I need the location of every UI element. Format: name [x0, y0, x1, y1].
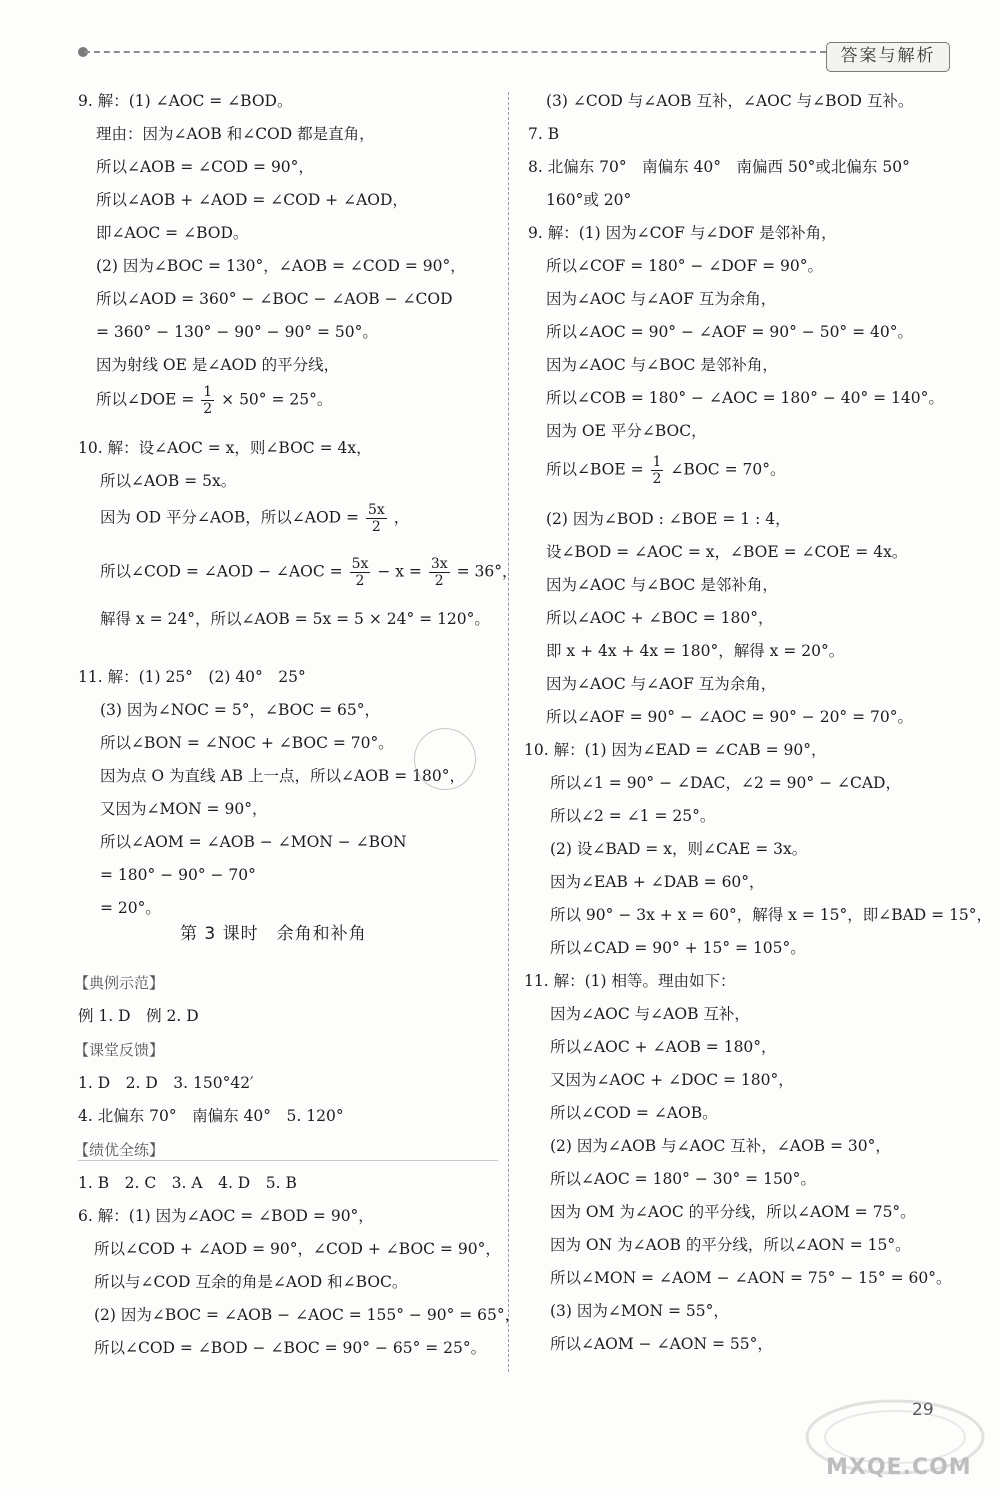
denominator: 2 — [355, 573, 365, 589]
rq9-line-7: 因为 OE 平分∠BOC， — [546, 422, 707, 440]
rq9-line-5: 因为∠AOC 与∠BOC 是邻补角， — [546, 356, 778, 374]
fraction — [429, 556, 450, 589]
faint-rule — [78, 1160, 498, 1161]
rq9-line-3: 因为∠AOC 与∠AOF 互为余角， — [546, 290, 777, 308]
q9-l10-a: 所以∠DOE = — [96, 390, 195, 409]
rq11-line-10: 所以∠MON = ∠AOM − ∠AON = 75° − 15° = 60°。 — [550, 1269, 952, 1287]
label-practice: 【绩优全练】 — [74, 1141, 165, 1159]
rq9-line-12: 所以∠AOC + ∠BOC = 180°， — [546, 609, 774, 627]
q11-line-1: 11. 解：(1) 25° (2) 40° 25° — [78, 668, 306, 686]
q7-answer: 7. B — [528, 125, 560, 143]
q9-line-7: 所以∠AOD = 360° − ∠BOC − ∠AOB − ∠COD — [96, 290, 453, 308]
q10-line-2: 所以∠AOB = 5x。 — [100, 472, 237, 490]
q11-line-3: 所以∠BON = ∠NOC + ∠BOC = 70°。 — [100, 734, 394, 752]
numerator: 5x — [351, 556, 369, 572]
rq9-line-2: 所以∠COF = 180° − ∠DOF = 90°。 — [546, 257, 824, 275]
rq9-l8-b: ∠BOC = 70°。 — [670, 460, 786, 479]
rq11-line-6: (2) 因为∠AOB 与∠AOC 互补，∠AOB = 30°， — [550, 1137, 891, 1155]
q10-line-4 — [100, 556, 518, 589]
q9-line-9: 因为射线 OE 是∠AOD 的平分线， — [96, 356, 340, 374]
rq9-line-14: 因为∠AOC 与∠AOF 互为余角， — [546, 675, 777, 693]
section-title: 第 3 课时 余角和补角 — [180, 924, 367, 944]
denominator: 2 — [371, 519, 381, 535]
q9-line-6: (2) 因为∠BOC = 130°，∠AOB = ∠COD = 90°， — [96, 257, 466, 275]
rq11-line-7: 所以∠AOC = 180° − 30° = 150°。 — [550, 1170, 816, 1188]
q10-l3-b: ， — [393, 508, 410, 527]
q9-l10-b: × 50° = 25°。 — [221, 390, 333, 409]
q9-line-2: 理由：因为∠AOB 和∠COD 都是直角， — [96, 125, 375, 143]
rq10-line-5: 因为∠EAB + ∠DAB = 60°， — [550, 873, 765, 891]
practice-answers: 1. B 2. C 3. A 4. D 5. B — [78, 1174, 297, 1192]
r-line-1: (3) ∠COD 与∠AOB 互补，∠AOC 与∠BOD 互补。 — [546, 92, 914, 110]
q11-line-4: 因为点 O 为直线 AB 上一点，所以∠AOB = 180°， — [100, 767, 465, 785]
q10-l4-b: = 36°， — [456, 562, 518, 581]
numerator: 1 — [652, 454, 662, 470]
q10-line-1: 10. 解：设∠AOC = x，则∠BOC = 4x， — [78, 439, 372, 457]
fraction — [350, 556, 371, 589]
rq9-line-9: (2) 因为∠BOD : ∠BOE = 1 : 4， — [546, 510, 791, 528]
q9-line-4: 所以∠AOB + ∠AOD = ∠COD + ∠AOD， — [96, 191, 408, 209]
q11-line-8: = 20°。 — [100, 899, 161, 917]
rq11-line-2: 因为∠AOC 与∠AOB 互补， — [550, 1005, 750, 1023]
q6-line-1: 6. 解：(1) 因为∠AOC = ∠BOD = 90°， — [78, 1207, 374, 1225]
q10-line-5: 解得 x = 24°，所以∠AOB = 5x = 5 × 24° = 120°。 — [100, 610, 490, 628]
rq9-line-8 — [546, 454, 785, 487]
page-number: 29 — [912, 1400, 934, 1420]
q8-line-1: 8. 北偏东 70° 南偏东 40° 南偏西 50°或北偏东 50° — [528, 158, 910, 176]
numerator: 5x — [367, 502, 385, 518]
rq9-line-13: 即 x + 4x + 4x = 180°，解得 x = 20°。 — [546, 642, 845, 660]
header-tag: 答案与解析 — [826, 42, 950, 72]
q6-line-2: 所以∠COD + ∠AOD = 90°，∠COD + ∠BOC = 90°， — [94, 1240, 501, 1258]
q6-line-5: 所以∠COD = ∠BOD − ∠BOC = 90° − 65° = 25°。 — [94, 1339, 487, 1357]
rq9-line-1: 9. 解：(1) 因为∠COF 与∠DOF 是邻补角， — [528, 224, 837, 242]
rq10-line-6: 所以 90° − 3x + x = 60°，解得 x = 15°，即∠BAD = 15°， — [550, 906, 993, 924]
rq9-l8-a: 所以∠BOE = — [546, 460, 644, 479]
rq10-line-1: 10. 解：(1) 因为∠EAD = ∠CAB = 90°， — [524, 741, 827, 759]
rq10-line-3: 所以∠2 = ∠1 = 25°。 — [550, 807, 716, 825]
q9-line-3: 所以∠AOB = ∠COD = 90°， — [96, 158, 314, 176]
q10-l4-a: 所以∠COD = ∠AOD − ∠AOC = — [100, 562, 343, 581]
rq11-line-8: 因为 OM 为∠AOC 的平分线，所以∠AOM = 75°。 — [550, 1203, 916, 1221]
label-examples: 【典例示范】 — [74, 974, 165, 992]
feedback-answers-2: 4. 北偏东 70° 南偏东 40° 5. 120° — [78, 1107, 344, 1125]
rq9-line-11: 因为∠AOC 与∠BOC 是邻补角， — [546, 576, 778, 594]
watermark-text: MXQE.COM — [826, 1455, 972, 1480]
label-feedback: 【课堂反馈】 — [74, 1041, 165, 1059]
denominator: 2 — [434, 573, 444, 589]
q6-line-4: (2) 因为∠BOC = ∠AOB − ∠AOC = 155° − 90° = 65°， — [94, 1306, 521, 1324]
q11-line-7: = 180° − 90° − 70° — [100, 866, 256, 884]
rq9-line-15: 所以∠AOF = 90° − ∠AOC = 90° − 20° = 70°。 — [546, 708, 913, 726]
rq11-line-9: 因为 ON 为∠AOB 的平分线，所以∠AON = 15°。 — [550, 1236, 911, 1254]
rq10-line-4: (2) 设∠BAD = x，则∠CAE = 3x。 — [550, 840, 808, 858]
rq9-line-10: 设∠BOD = ∠AOC = x，∠BOE = ∠COE = 4x。 — [546, 543, 908, 561]
rq9-line-6: 所以∠COB = 180° − ∠AOC = 180° − 40° = 140°。 — [546, 389, 944, 407]
rq11-line-11: (3) 因为∠MON = 55°， — [550, 1302, 729, 1320]
q9-line-5: 即∠AOC = ∠BOD。 — [96, 224, 249, 242]
fraction — [366, 502, 387, 535]
q11-line-2: (3) 因为∠NOC = 5°，∠BOC = 65°， — [100, 701, 380, 719]
q9-line-10 — [96, 384, 332, 417]
q11-line-5: 又因为∠MON = 90°， — [100, 800, 268, 818]
q6-line-3: 所以与∠COD 互余的角是∠AOD 和∠BOC。 — [94, 1273, 408, 1291]
rq10-line-7: 所以∠CAD = 90° + 15° = 105°。 — [550, 939, 806, 957]
q10-line-3 — [100, 502, 409, 535]
rq11-line-4: 又因为∠AOC + ∠DOC = 180°， — [550, 1071, 794, 1089]
rq10-line-2: 所以∠1 = 90° − ∠DAC，∠2 = 90° − ∠CAD， — [550, 774, 901, 792]
fraction — [651, 454, 664, 487]
q9-line-1: 9. 解：(1) ∠AOC = ∠BOD。 — [78, 92, 293, 110]
rq11-line-5: 所以∠COD = ∠AOB。 — [550, 1104, 718, 1122]
column-divider — [508, 92, 509, 1372]
feedback-answers-1: 1. D 2. D 3. 150°42′ — [78, 1074, 254, 1092]
q11-line-6: 所以∠AOM = ∠AOB − ∠MON − ∠BON — [100, 833, 407, 851]
denominator: 2 — [652, 471, 662, 487]
q9-line-8: = 360° − 130° − 90° − 90° = 50°。 — [96, 323, 378, 341]
rq11-line-3: 所以∠AOC + ∠AOB = 180°， — [550, 1038, 777, 1056]
numerator: 3x — [430, 556, 448, 572]
denominator: 2 — [203, 401, 213, 417]
q10-l4-m: − x = — [377, 562, 422, 581]
q10-l3-a: 因为 OD 平分∠AOB，所以∠AOD = — [100, 508, 359, 527]
examples-answers: 例 1. D 例 2. D — [78, 1007, 199, 1025]
rq11-line-12: 所以∠AOM − ∠AON = 55°， — [550, 1335, 773, 1353]
fraction — [201, 384, 214, 417]
q8-line-2: 160°或 20° — [546, 191, 632, 209]
numerator: 1 — [203, 384, 213, 400]
rq9-line-4: 所以∠AOC = 90° − ∠AOF = 90° − 50° = 40°。 — [546, 323, 913, 341]
rq11-line-1: 11. 解：(1) 相等。理由如下： — [524, 972, 736, 990]
header-rule — [84, 51, 826, 53]
